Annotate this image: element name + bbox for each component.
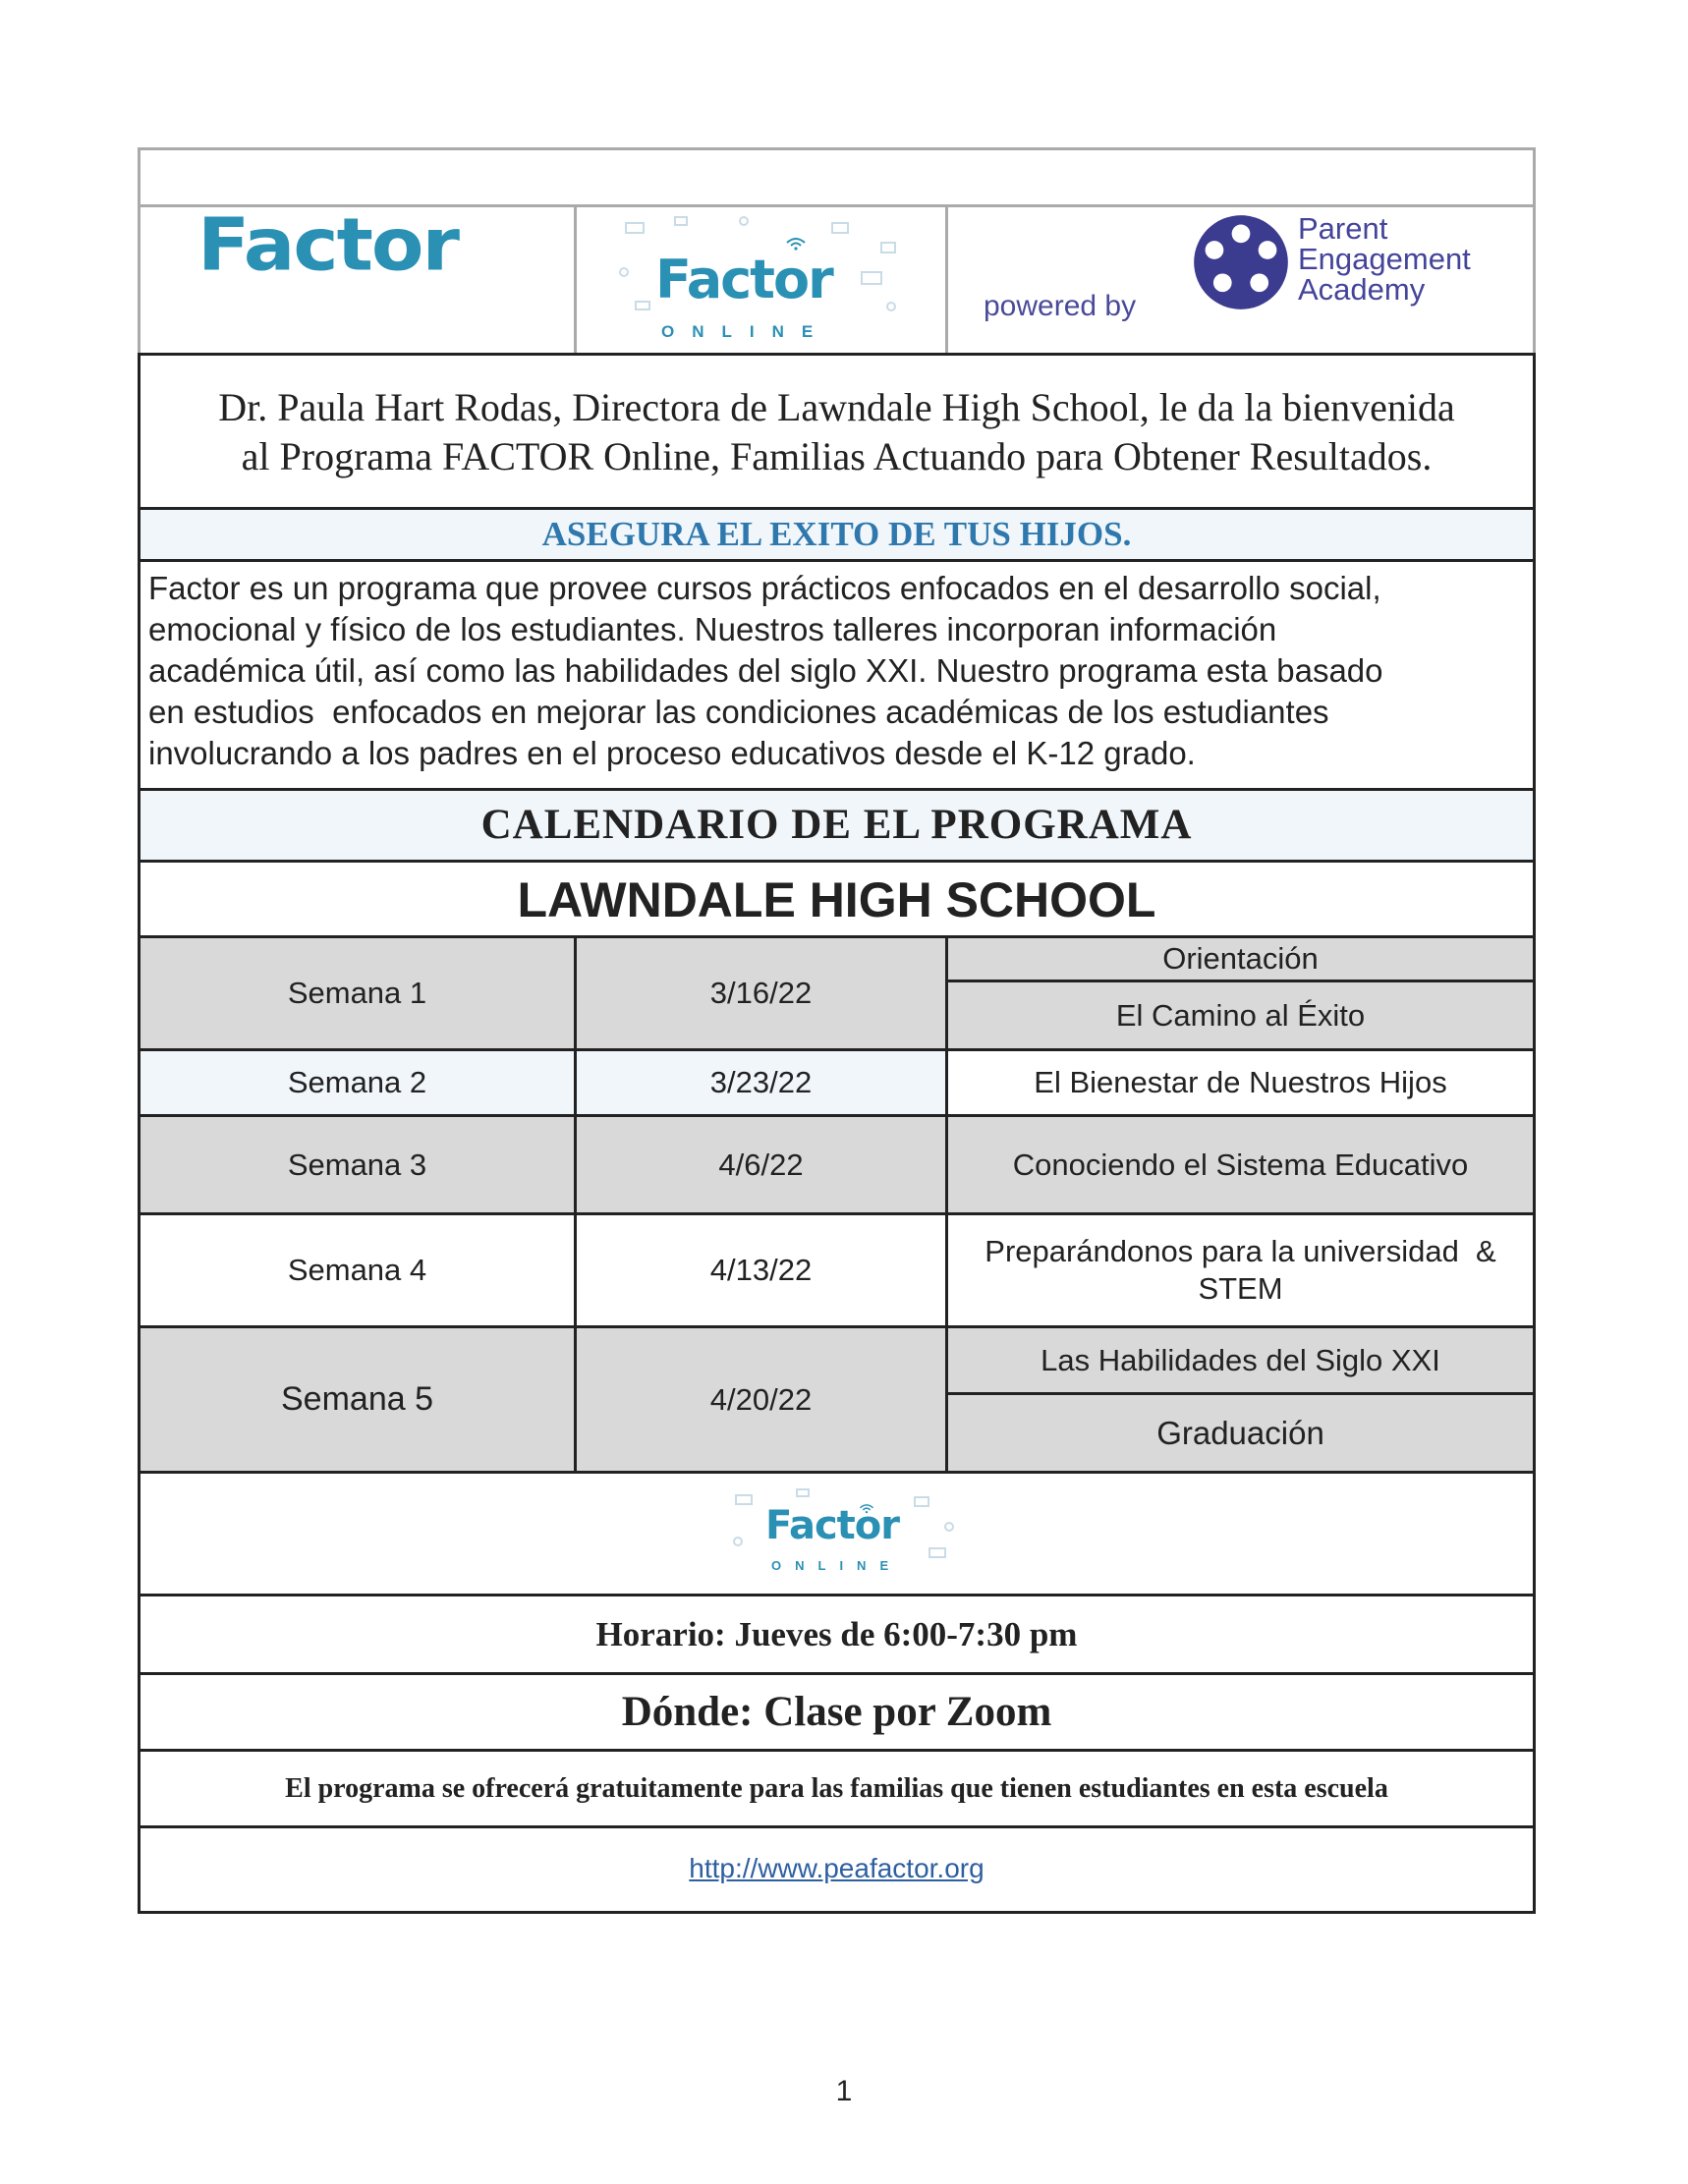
factor-logo: Factor xyxy=(197,203,458,288)
pea-line-1: Parent xyxy=(1298,211,1388,246)
week-date: 4/13/22 xyxy=(577,1215,948,1325)
flyer-sheet xyxy=(138,147,1536,1914)
topic-multiline xyxy=(948,1215,1533,1325)
free-program-note: El programa se ofrecerá gratuitamente para las familias que tienen estudiantes en esta escuela xyxy=(138,1752,1536,1828)
topic: STEM xyxy=(1198,1271,1283,1306)
website-link[interactable]: http://www.peafactor.org xyxy=(689,1853,985,1883)
school-name: LAWNDALE HIGH SCHOOL xyxy=(138,863,1536,938)
week-date: 4/6/22 xyxy=(577,1117,948,1212)
pea-wordmark xyxy=(1298,213,1471,305)
welcome-line-2: al Programa FACTOR Online, Familias Actuando para Obtener Resultados. xyxy=(241,434,1433,478)
week-date: 3/16/22 xyxy=(577,938,948,1048)
location-text: Dónde: Clase por Zoom xyxy=(138,1675,1536,1752)
description-line-5: involucrando a los padres en el proceso educativos desde el K-12 grado. xyxy=(148,735,1196,771)
week-row xyxy=(138,1215,1536,1328)
week-row xyxy=(138,1328,1536,1474)
topic: Las Habilidades del Siglo XXI xyxy=(948,1328,1533,1395)
week-label: Semana 5 xyxy=(141,1328,577,1471)
program-description xyxy=(138,562,1536,791)
schedule-text: Horario: Jueves de 6:00-7:30 pm xyxy=(138,1596,1536,1675)
week-row xyxy=(138,1051,1536,1117)
description-line-1: Factor es un programa que provee cursos prácticos enfocados en el desarrollo social, xyxy=(148,570,1381,606)
top-empty-row xyxy=(138,147,1536,207)
pea-line-2: Engagement xyxy=(1298,242,1471,276)
footer-factor-logo: Factor xyxy=(765,1503,900,1548)
week-topics xyxy=(948,1215,1533,1325)
calendar-title: CALENDARIO DE EL PROGRAMA xyxy=(138,791,1536,863)
factor-online-logo-cell xyxy=(577,207,948,353)
description-line-4: en estudios enfocados en mejorar las condiciones académicas de los estudiantes xyxy=(148,694,1329,730)
week-topics xyxy=(948,938,1533,1048)
url-row xyxy=(138,1828,1536,1914)
topic: El Camino al Éxito xyxy=(1115,997,1366,1033)
topic: Conociendo el Sistema Educativo xyxy=(1012,1147,1469,1182)
week-topics xyxy=(948,1117,1533,1212)
week-date: 4/20/22 xyxy=(577,1328,948,1471)
week-label: Semana 3 xyxy=(141,1117,577,1212)
week-label: Semana 1 xyxy=(141,938,577,1048)
success-subheading: ASEGURA EL EXITO DE TUS HIJOS. xyxy=(138,510,1536,562)
topic: El Bienestar de Nuestros Hijos xyxy=(1034,1065,1447,1099)
pea-emblem-icon xyxy=(1190,211,1292,313)
page-number: 1 xyxy=(835,2075,853,2107)
week-topics xyxy=(948,1051,1533,1114)
welcome-line-1: Dr. Paula Hart Rodas, Directora de Lawndale High School, le da la bienvenida xyxy=(218,385,1455,429)
week-topics xyxy=(948,1328,1533,1471)
logo-header-row xyxy=(138,203,1536,353)
week-date: 3/23/22 xyxy=(577,1051,948,1114)
factor-logo-cell xyxy=(141,203,577,353)
topic: Orientación xyxy=(948,938,1533,982)
week-label: Semana 2 xyxy=(141,1051,577,1114)
topic: Preparándonos para la universidad & xyxy=(985,1234,1496,1268)
footer-online-wordmark: ONLINE xyxy=(771,1558,903,1573)
powered-by-label: powered by xyxy=(984,290,1137,322)
pea-logo-cell xyxy=(948,207,1533,353)
description-line-2: emocional y físico de los estudiantes. Nuestros talleres incorporan información xyxy=(148,611,1277,647)
online-wordmark: ONLINE xyxy=(661,322,831,341)
topic: Graduación xyxy=(1156,1414,1324,1451)
welcome-message xyxy=(138,353,1536,510)
week-label: Semana 4 xyxy=(141,1215,577,1325)
factor-online-logo: Factor xyxy=(655,249,832,310)
description-line-3: académica útil, así como las habilidades del siglo XXI. Nuestro programa esta basado xyxy=(148,652,1383,689)
week-row xyxy=(138,938,1536,1051)
pea-line-3: Academy xyxy=(1298,272,1426,307)
week-row xyxy=(138,1117,1536,1215)
footer-logo-row xyxy=(138,1474,1536,1596)
